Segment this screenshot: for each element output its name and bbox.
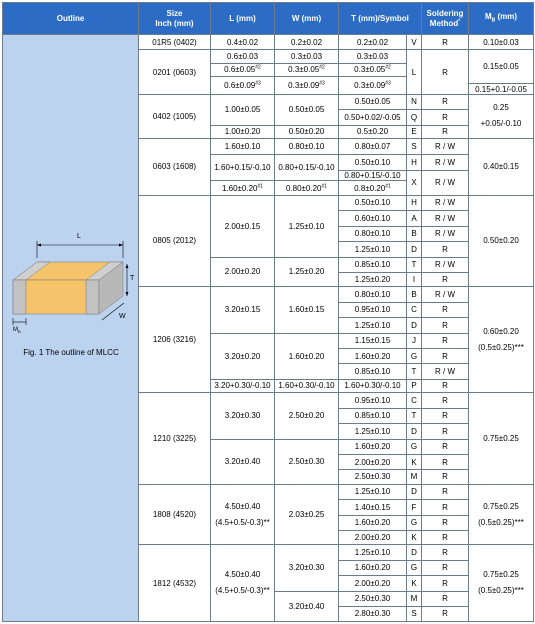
solder-cell: R (422, 545, 469, 560)
solder-cell: R (422, 560, 469, 575)
t-cell: 1.25±0.10 (339, 545, 407, 560)
symbol-cell: C (407, 302, 422, 317)
symbol-cell: D (407, 545, 422, 560)
t-cell: 2.00±0.20 (339, 531, 407, 545)
t-cell: 1.60±0.20 (339, 560, 407, 575)
solder-cell: R / W (422, 170, 469, 195)
l-cell: 3.20±0.20 (211, 333, 275, 379)
symbol-cell: H (407, 195, 422, 210)
solder-cell: R / W (422, 364, 469, 379)
w-cell: 0.80+0.15/-0.10 (275, 154, 339, 181)
l-cell: 0.6±0.03 (211, 50, 275, 63)
l-cell: $0.6\pm 0.09^{\#3}$ (211, 77, 275, 95)
w-cell: 1.25±0.20 (275, 257, 339, 287)
solder-cell: R (422, 454, 469, 469)
w-cell: $0.80\pm 0.20^{\#1}$ (275, 181, 339, 195)
w-cell: $0.3\pm 0.05^{\#2}$ (275, 63, 339, 76)
t-cell: 2.80±0.30 (339, 607, 407, 622)
mb-cell: 0.75±0.25 (0.5±0.25)*** (469, 545, 534, 622)
t-cell: 0.3±0.03 (339, 50, 407, 63)
t-cell: 1.60+0.30/-0.10 (339, 379, 407, 392)
mb-cell: 0.60±0.20 (0.5±0.25)*** (469, 287, 534, 393)
t-cell: 0.85±0.10 (339, 408, 407, 423)
symbol-cell: T (407, 364, 422, 379)
w-cell: 1.60+0.30/-0.10 (275, 379, 339, 392)
symbol-cell: I (407, 272, 422, 286)
l-cell: 1.00±0.05 (211, 94, 275, 125)
dimension-label-w: W (119, 313, 126, 320)
solder-cell: R / W (422, 211, 469, 226)
t-cell: $0.3\pm 0.05^{\#2}$ (339, 63, 407, 76)
symbol-cell: X (407, 170, 422, 195)
l-cell: 1.00±0.20 (211, 125, 275, 138)
header-length: L (mm) (211, 3, 275, 35)
symbol-cell: L (407, 50, 422, 94)
t-cell: 0.60±0.10 (339, 211, 407, 226)
t-cell: 1.25±0.10 (339, 242, 407, 257)
t-cell: 0.5±0.20 (339, 125, 407, 138)
symbol-cell: G (407, 439, 422, 454)
t-cell: 1.15±0.15 (339, 333, 407, 348)
l-cell: 3.20±0.30 (211, 393, 275, 439)
header-mb: $M_B$ (mm) (469, 3, 534, 35)
t-cell: 2.00±0.20 (339, 576, 407, 591)
size-cell: 1210 (3225) (139, 393, 211, 485)
l-cell: 0.4±0.02 (211, 35, 275, 50)
size-cell: 1812 (4532) (139, 545, 211, 622)
symbol-cell: J (407, 333, 422, 348)
solder-cell: R (422, 35, 469, 50)
solder-cell: R (422, 272, 469, 286)
symbol-cell: Q (407, 110, 422, 125)
w-cell: 1.60±0.20 (275, 333, 339, 379)
solder-cell: R (422, 515, 469, 530)
symbol-cell: F (407, 500, 422, 515)
solder-cell: R (422, 125, 469, 138)
l-cell: 3.20+0.30/-0.10 (211, 379, 275, 392)
size-cell: 01R5 (0402) (139, 35, 211, 50)
t-cell: 2.50±0.30 (339, 591, 407, 606)
symbol-cell: B (407, 226, 422, 241)
t-cell: 0.85±0.10 (339, 257, 407, 272)
mb-cell: 0.50±0.20 (469, 195, 534, 287)
t-cell: $0.8\pm 0.20^{\#1}$ (339, 181, 407, 195)
header-soldering-method: Soldering Method* (422, 3, 469, 35)
t-cell: 0.95±0.10 (339, 393, 407, 408)
w-cell: 3.20±0.30 (275, 545, 339, 591)
mlcc-outline-drawing (3, 228, 139, 338)
symbol-cell: M (407, 591, 422, 606)
symbol-cell: C (407, 393, 422, 408)
mlcc-dimension-table (2, 2, 534, 622)
t-cell: 0.50±0.10 (339, 154, 407, 170)
solder-cell: R (422, 302, 469, 317)
symbol-cell: T (407, 257, 422, 272)
t-cell: 0.80±0.10 (339, 287, 407, 302)
t-cell: 0.80±0.10 (339, 226, 407, 241)
mb-cell: 0.40±0.15 (469, 139, 534, 196)
t-cell: 0.50±0.10 (339, 195, 407, 210)
header-outline: Outline (3, 3, 139, 35)
solder-cell: R (422, 50, 469, 94)
w-cell: 0.50±0.05 (275, 94, 339, 125)
outline-figure-panel (3, 35, 139, 622)
symbol-cell: K (407, 576, 422, 591)
solder-cell: R (422, 591, 469, 606)
symbol-cell: P (407, 379, 422, 392)
w-cell: 0.2±0.02 (275, 35, 339, 50)
l-cell: 4.50±0.40 (4.5+0.5/-0.3)** (211, 484, 275, 545)
header-row (3, 3, 534, 35)
t-cell: 1.25±0.10 (339, 424, 407, 439)
t-cell: 0.50±0.05 (339, 94, 407, 109)
l-cell: 2.00±0.20 (211, 257, 275, 287)
dimension-label-l: L (77, 233, 81, 240)
w-cell: 3.20±0.40 (275, 591, 339, 621)
t-cell: 2.00±0.20 (339, 454, 407, 469)
t-cell: 0.95±0.10 (339, 302, 407, 317)
symbol-cell: E (407, 125, 422, 138)
t-cell: 2.50±0.30 (339, 470, 407, 484)
solder-cell: R (422, 424, 469, 439)
solder-cell: R (422, 439, 469, 454)
solder-cell: R (422, 576, 469, 591)
t-cell: 0.50+0.02/-0.05 (339, 110, 407, 125)
t-cell: 0.80±0.07 (339, 139, 407, 154)
t-cell: 0.85±0.10 (339, 364, 407, 379)
size-cell: 0805 (2012) (139, 195, 211, 287)
size-cell: 1206 (3216) (139, 287, 211, 393)
symbol-cell: N (407, 94, 422, 109)
solder-cell: R (422, 607, 469, 622)
dimension-label-mb: $M_B$ (13, 327, 21, 335)
w-cell: $0.3\pm 0.09^{\#3}$ (275, 77, 339, 95)
w-cell: 2.50±0.30 (275, 439, 339, 484)
symbol-cell: H (407, 154, 422, 170)
mb-cell: 0.25 +0.05/-0.10 (469, 94, 534, 138)
t-cell: 1.60±0.20 (339, 349, 407, 364)
l-cell: 1.60±0.10 (211, 139, 275, 154)
l-cell: 4.50±0.40 (4.5+0.5/-0.3)** (211, 545, 275, 622)
dimension-label-t: T (130, 275, 135, 282)
solder-cell: R (422, 333, 469, 348)
t-cell: 1.25±0.10 (339, 318, 407, 333)
t-cell: 0.80+0.15/-0.10 (339, 170, 407, 180)
solder-cell: R (422, 393, 469, 408)
mb-cell: 0.75±0.25 (0.5±0.25)*** (469, 484, 534, 545)
symbol-cell: K (407, 531, 422, 545)
solder-cell: R / W (422, 154, 469, 170)
symbol-cell: G (407, 349, 422, 364)
l-cell: 3.20±0.15 (211, 287, 275, 333)
header-thickness-symbol: T (mm)/Symbol (339, 3, 422, 35)
mb-cell: 0.75±0.25 (469, 393, 534, 485)
solder-cell: R (422, 242, 469, 257)
symbol-cell: G (407, 515, 422, 530)
t-cell: 1.25±0.20 (339, 272, 407, 286)
t-cell: 1.60±0.20 (339, 439, 407, 454)
solder-cell: R (422, 349, 469, 364)
symbol-cell: D (407, 318, 422, 333)
l-cell: 3.20±0.40 (211, 439, 275, 484)
solder-cell: R / W (422, 139, 469, 154)
symbol-cell: D (407, 484, 422, 499)
size-cell: 1808 (4520) (139, 484, 211, 545)
w-cell: 1.60±0.15 (275, 287, 339, 333)
solder-cell: R / W (422, 226, 469, 241)
solder-cell: R (422, 500, 469, 515)
solder-cell: R / W (422, 195, 469, 210)
symbol-cell: D (407, 424, 422, 439)
l-cell: 2.00±0.15 (211, 195, 275, 257)
t-cell: 1.25±0.10 (339, 484, 407, 499)
solder-cell: R (422, 531, 469, 545)
solder-cell: R (422, 110, 469, 125)
size-cell: 0201 (0603) (139, 50, 211, 94)
solder-cell: R (422, 379, 469, 392)
solder-cell: R (422, 408, 469, 423)
w-cell: 2.03±0.25 (275, 484, 339, 545)
symbol-cell: B (407, 287, 422, 302)
header-width: W (mm) (275, 3, 339, 35)
table-row (3, 35, 534, 50)
l-cell: 1.60+0.15/-0.10 (211, 154, 275, 181)
solder-cell: R / W (422, 257, 469, 272)
solder-cell: R (422, 470, 469, 484)
w-cell: 2.50±0.20 (275, 393, 339, 439)
l-cell: $1.60\pm 0.20^{\#1}$ (211, 181, 275, 195)
symbol-cell: K (407, 454, 422, 469)
symbol-cell: G (407, 560, 422, 575)
w-cell: 0.50±0.20 (275, 125, 339, 138)
symbol-cell: S (407, 607, 422, 622)
w-cell: 1.25±0.10 (275, 195, 339, 257)
solder-cell: R / W (422, 287, 469, 302)
size-cell: 0603 (1608) (139, 139, 211, 196)
symbol-cell: T (407, 408, 422, 423)
symbol-cell: V (407, 35, 422, 50)
w-cell: 0.80±0.10 (275, 139, 339, 154)
symbol-cell: M (407, 470, 422, 484)
figure-caption: Fig. 1 The outline of MLCC (23, 348, 119, 357)
t-cell: 1.60±0.20 (339, 515, 407, 530)
w-cell: 0.3±0.03 (275, 50, 339, 63)
symbol-cell: S (407, 139, 422, 154)
mb-cell: 0.10±0.03 (469, 35, 534, 50)
solder-cell: R (422, 318, 469, 333)
t-cell: $0.3\pm 0.09^{\#3}$ (339, 77, 407, 95)
mb-cell: 0.15+0.1/-0.05 (469, 84, 534, 94)
mb-cell: 0.15±0.05 (469, 50, 534, 84)
t-cell: 0.2±0.02 (339, 35, 407, 50)
t-cell: 1.40±0.15 (339, 500, 407, 515)
symbol-cell: D (407, 242, 422, 257)
size-cell: 0402 (1005) (139, 94, 211, 138)
solder-cell: R (422, 94, 469, 109)
symbol-cell: A (407, 211, 422, 226)
solder-cell: R (422, 484, 469, 499)
header-size: Size Inch (mm) (139, 3, 211, 35)
l-cell: $0.6\pm 0.05^{\#2}$ (211, 63, 275, 76)
